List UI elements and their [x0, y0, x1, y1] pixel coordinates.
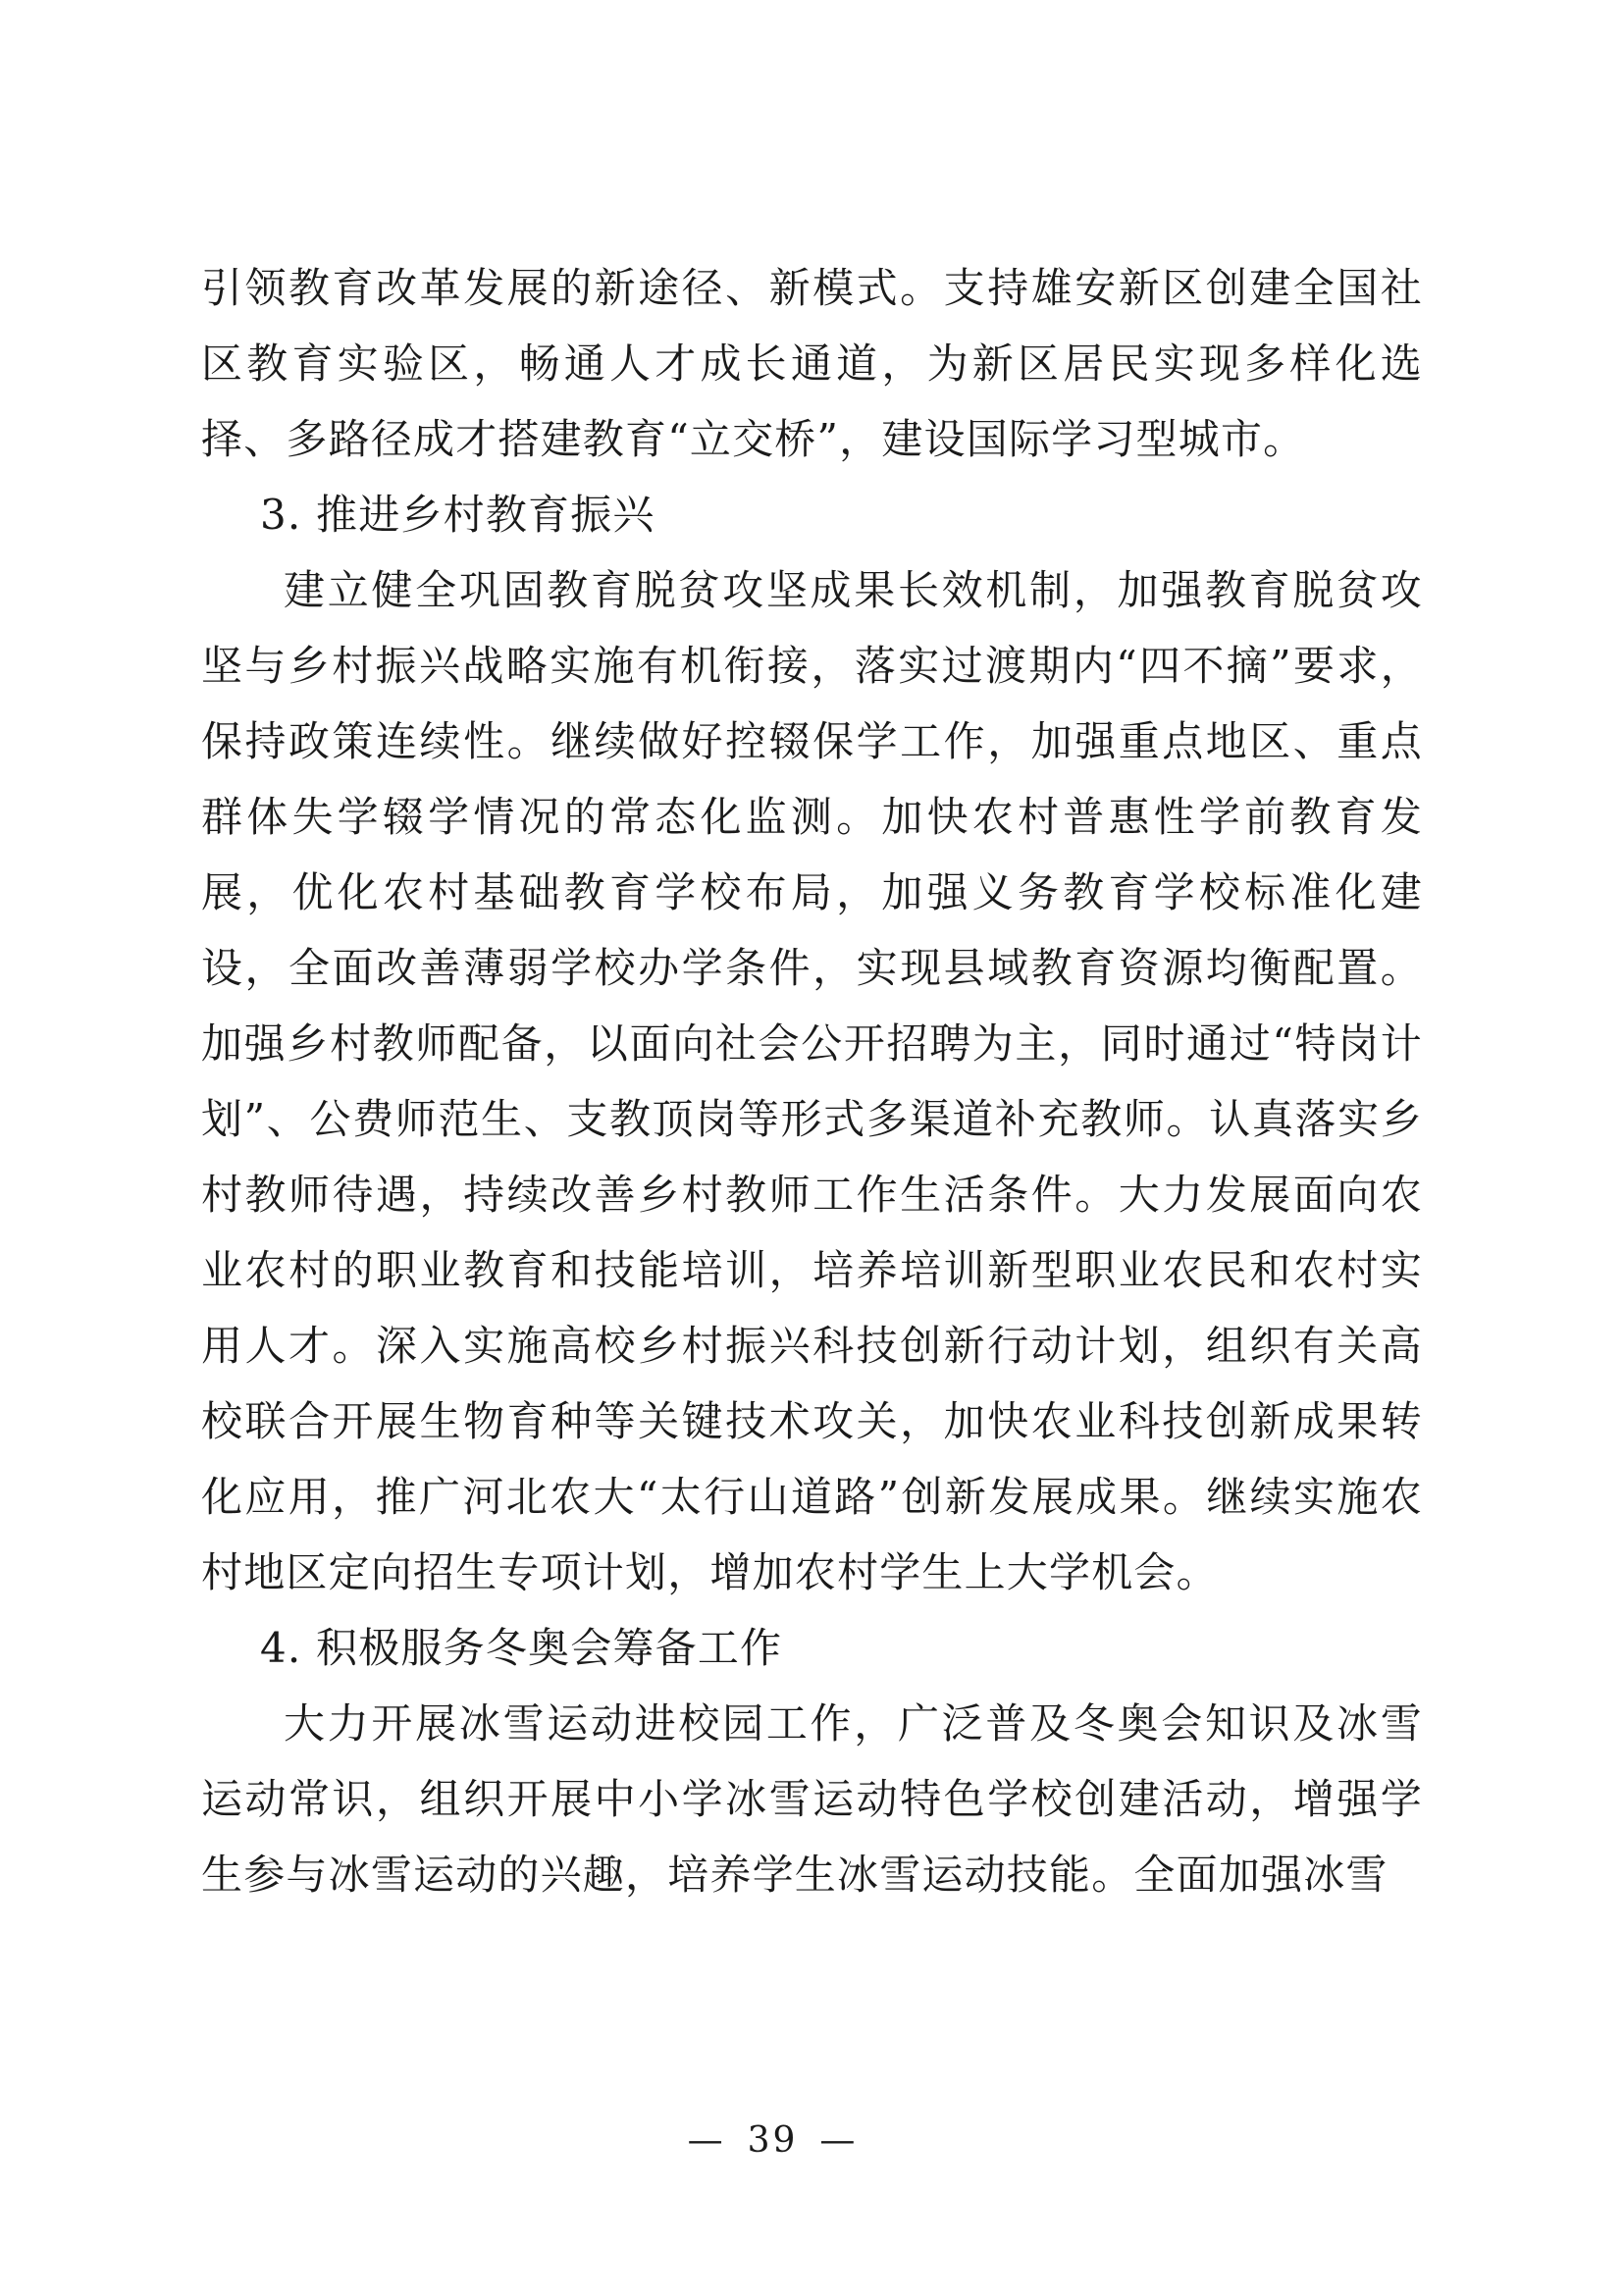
- page-footer: [0, 2120, 1624, 2161]
- page-content: [201, 250, 1423, 1912]
- footer-dash-left: —: [687, 2120, 726, 2161]
- page-number-value: 39: [747, 2120, 799, 2161]
- paragraph-winter-olympics: 大力开展冰雪运动进校园工作，广泛普及冬奥会知识及冰雪运动常识，组织开展中小学冰雪运动特色学校创建活动，增强学生参与冰雪运动的兴趣，培养学生冰雪运动技能。全面加强冰雪: [201, 1699, 1423, 1899]
- paragraph-rural-education: 建立健全巩固教育脱贫攻坚成果长效机制，加强教育脱贫攻坚与乡村振兴战略实施有机衔接，落实过渡期内“四不摘”要求，保持政策连续性。继续做好控辍保学工作，加强重点地区、重点群体失学辍学情况的常态化监测。加快农村普惠性学前教育发展，优化农村基础教育学校布局，加强义务教育学校标准化建设，全面改善薄弱学校办学条件，实现县域教育资源均衡配置。加强乡村教师配备，以面向社会公开招聘为主，同时通过“特岗计划”、公费师范生、支教顶岗等形式多渠道补充教师。认真落实乡村教师待遇，持续改善乡村教师工作生活条件。大力发展面向农业农村的职业教育和技能培训，培养培训新型职业农民和农村实用人才。深入实施高校乡村振兴科技创新行动计划，组织有关高校联合开展生物育种等关键技术攻关，加快农业科技创新成果转化应用，推广河北农大“太行山道路”创新发展成果。继续实施农村地区定向招生专项计划，增加农村学生上大学机会。: [201, 566, 1423, 1596]
- footer-dash-right: —: [819, 2120, 859, 2161]
- section-heading-3: 3. 推进乡村教育振兴: [260, 491, 655, 539]
- paragraph-continued: 引领教育改革发展的新途径、新模式。支持雄安新区创建全国社区教育实验区，畅通人才成长通道，为新区居民实现多样化选择、多路径成才搭建教育“立交桥”，建设国际学习型城市。: [201, 264, 1423, 463]
- section-heading-4: 4. 积极服务冬奥会筹备工作: [260, 1624, 783, 1672]
